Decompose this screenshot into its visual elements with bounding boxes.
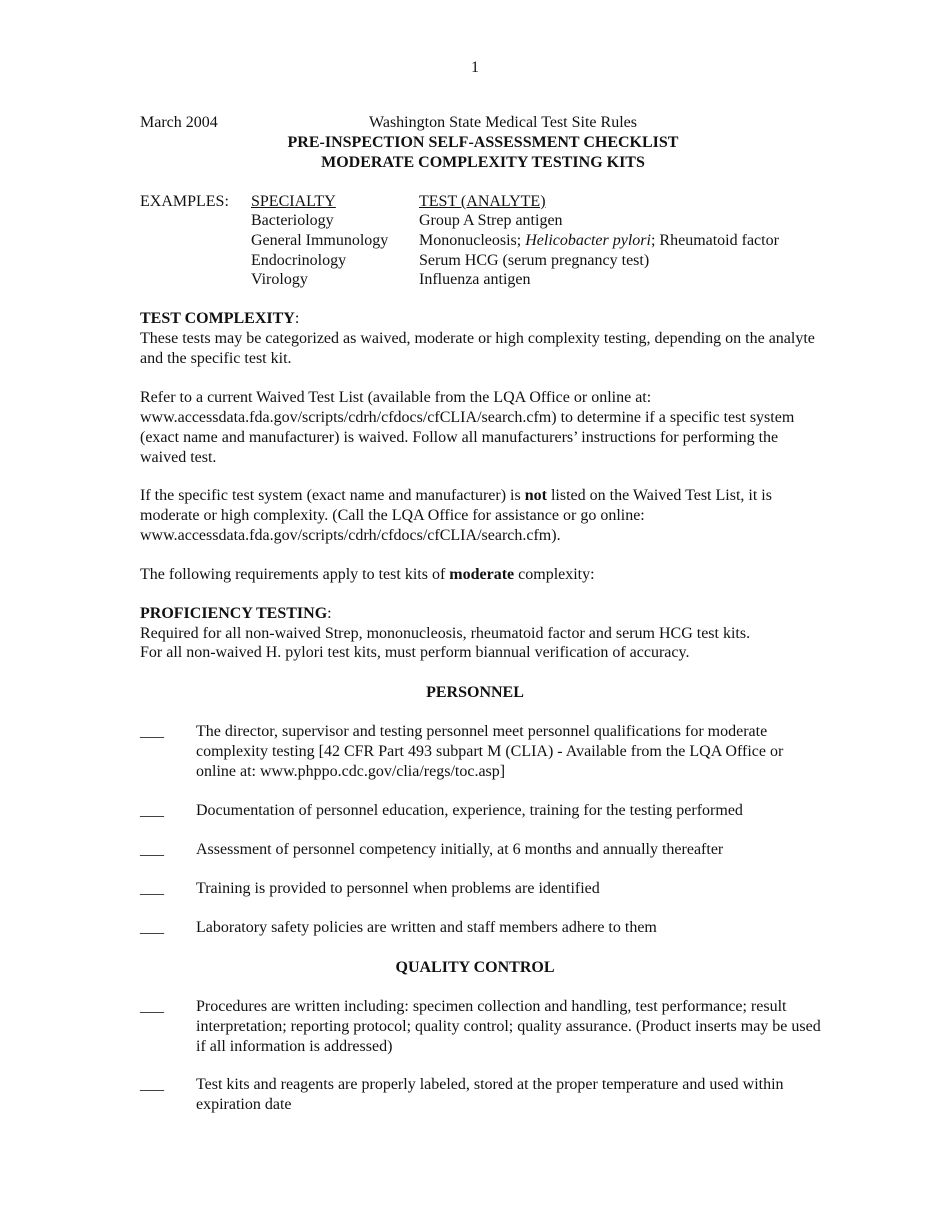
paragraph [140,388,820,468]
specialty-column-header: SPECIALTY [251,193,336,210]
heading-colon: : [327,605,332,622]
checklist-item: Training is provided to personnel when problems are identified [196,880,600,897]
header-title: Washington State Medical Test Site Rules [369,114,637,131]
paragraph-text [140,565,820,585]
checkbox-blank[interactable]: ___ [140,841,164,858]
header-subtitle-2: MODERATE COMPLEXITY TESTING KITS [321,154,645,171]
checklist-item: Test kits and reagents are properly labeled, stored at the proper temperature and used within expiration date [196,1076,784,1113]
specialty-cell: Virology [251,271,308,288]
proficiency-line: For all non-waived H. pylori test kits, must perform biannual verification of accuracy. [140,644,690,661]
text-run: If the specific test system (exact name and manufacturer) is [140,487,525,504]
text-run: listed on the Waived Test List, it is moderate or high complexity. (Call the LQA Office for assistance or go online: www.accessdata.fda.gov/scripts/cdrh/cfdocs/cfCLIA/search.cfm). [140,487,772,544]
test-cell: Group A Strep antigen [419,212,563,229]
paragraph [140,565,820,585]
paragraph-text: Refer to a current Waived Test List (available from the LQA Office or online at: www.accessdata.fda.gov/scripts/cdrh/cfdocs/cfCLIA/search.cfm) to determine if a specific test system (exact name and manufacturer) is waived. Follow all manufacturers’ instructions for performing the waived test. [140,389,795,466]
checklist-item: Laboratory safety policies are written and staff members adhere to them [196,919,657,936]
heading-text: PROFICIENCY TESTING [140,605,328,622]
proficiency-line: Required for all non-waived Strep, mononucleosis, rheumatoid factor and serum HCG test kits. [140,625,751,642]
examples-label: EXAMPLES: [140,193,229,210]
specialty-cell: Endocrinology [251,252,347,269]
paragraph-text: These tests may be categorized as waived, moderate or high complexity testing, depending on the analyte and the specific test kit. [140,330,815,367]
checkbox-blank[interactable]: ___ [140,802,164,819]
test-cell-italic: Helicobacter pylori [525,232,651,249]
paragraph-text [140,486,820,546]
checkbox-blank[interactable]: ___ [140,1076,164,1093]
proficiency-heading [140,604,332,624]
header-subtitle: PRE-INSPECTION SELF-ASSESSMENT CHECKLIST [287,134,679,151]
test-cell: Serum HCG (serum pregnancy test) [419,252,650,269]
test-cell-text: ; Rheumatoid factor [650,232,779,249]
text-run: The following requirements apply to test kits of [140,566,450,583]
checkbox-blank[interactable]: ___ [140,919,164,936]
test-column-header: TEST (ANALYTE) [419,193,546,210]
checklist-item: Procedures are written including: specimen collection and handling, test performance; result interpretation; reporting protocol; quality control; quality assurance. (Product inserts may be used if all information is addressed) [196,998,821,1055]
test-cell [419,231,779,251]
checkbox-blank[interactable]: ___ [140,723,164,740]
personnel-heading: PERSONNEL [426,684,524,701]
checklist-item: The director, supervisor and testing personnel meet personnel qualifications for moderate complexity testing [42 CFR Part 493 subpart M (CLIA) - Available from the LQA Office or online at: www.phppo.cdc.gov/clia/regs/toc.asp] [196,723,784,780]
test-cell-text: Mononucleosis; [419,232,526,249]
heading-colon: : [294,310,300,327]
quality-control-heading: QUALITY CONTROL [395,959,555,976]
checklist-item: Assessment of personnel competency initially, at 6 months and annually thereafter [196,841,724,858]
header-date: March 2004 [140,114,218,131]
heading-text: TEST COMPLEXITY [140,310,295,327]
test-complexity-heading [140,309,299,329]
specialty-cell: General Immunology [251,232,389,249]
paragraph [140,486,820,546]
bold-run: not [524,487,547,504]
checklist-item: Documentation of personnel education, experience, training for the testing performed [196,802,743,819]
specialty-cell: Bacteriology [251,212,334,229]
checkbox-blank[interactable]: ___ [140,998,164,1015]
paragraph [140,329,820,369]
page-number: 1 [471,59,479,76]
text-run: complexity: [514,566,595,583]
checkbox-blank[interactable]: ___ [140,880,164,897]
bold-run: moderate [449,566,515,583]
test-cell: Influenza antigen [419,271,531,288]
